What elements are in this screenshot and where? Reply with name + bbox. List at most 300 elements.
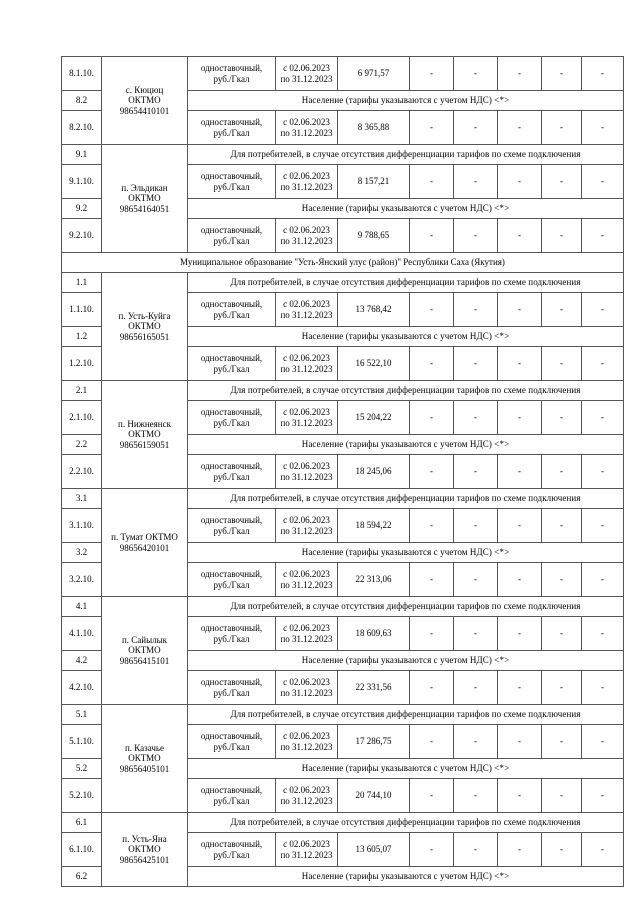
period-cell <box>276 563 338 597</box>
period-cell <box>276 401 338 435</box>
dash-mark: - <box>430 176 433 187</box>
empty-value-cell <box>454 671 498 705</box>
row-number-cell <box>62 165 102 199</box>
dash-mark: - <box>430 520 433 531</box>
dash-mark: - <box>474 520 477 531</box>
tariff-value-cell <box>338 219 410 253</box>
row-number: 3.1.10. <box>69 520 94 531</box>
row-number-cell <box>62 57 102 91</box>
row-number: 8.2 <box>75 95 88 106</box>
rate-type-cell <box>188 347 276 381</box>
consumers-note <box>188 145 624 165</box>
settlement-name: п. Усть-Куйга <box>118 310 171 321</box>
tariff-value: 18 594,22 <box>355 520 392 531</box>
period-end: по 31.12.2023 <box>280 579 333 590</box>
tariff-value: 20 744,10 <box>355 790 392 801</box>
population-note-text: Население (тарифы указываются с учетом НДС) <*> <box>301 203 510 214</box>
empty-value-cell <box>542 219 582 253</box>
row-number-cell <box>62 671 102 705</box>
population-note-text: Население (тарифы указываются с учетом НДС) <*> <box>301 331 510 342</box>
row-number: 5.1 <box>75 709 88 720</box>
dash-mark: - <box>518 304 521 315</box>
empty-value-cell <box>542 779 582 813</box>
consumers-note-text: Для потребителей, в случае отсутствия дифференциации тарифов по схеме подключения <box>230 277 581 288</box>
rate-type-cell <box>188 401 276 435</box>
dash-mark: - <box>518 574 521 585</box>
period-end: по 31.12.2023 <box>280 181 333 192</box>
period-start: с 02.06.2023 <box>283 515 330 526</box>
empty-value-cell <box>582 509 624 543</box>
period-start: с 02.06.2023 <box>283 569 330 580</box>
tariff-value: 8 157,21 <box>357 176 390 187</box>
dash-mark: - <box>430 412 433 423</box>
dash-mark: - <box>430 682 433 693</box>
empty-value-cell <box>582 671 624 705</box>
oktmo-label: ОКТМО <box>128 193 161 204</box>
period-end: по 31.12.2023 <box>280 471 333 482</box>
dash-mark: - <box>560 358 563 369</box>
rate-type-cell <box>188 671 276 705</box>
table-row <box>62 813 624 833</box>
settlement-name: п. Нижнеянск <box>118 418 171 429</box>
tariff-value-cell <box>338 563 410 597</box>
dash-mark: - <box>518 358 521 369</box>
empty-value-cell <box>582 57 624 91</box>
row-number: 3.1 <box>75 493 88 504</box>
dash-mark: - <box>560 466 563 477</box>
dash-mark: - <box>430 574 433 585</box>
settlement-cell <box>102 813 188 887</box>
table-row <box>62 381 624 401</box>
row-number: 9.2.10. <box>69 230 94 241</box>
dash-mark: - <box>601 682 604 693</box>
row-number: 1.1 <box>75 277 88 288</box>
rate-type-cell <box>188 455 276 489</box>
empty-value-cell <box>410 165 454 199</box>
period-cell <box>276 347 338 381</box>
tariff-value-cell <box>338 509 410 543</box>
rate-type: одноставочный, <box>200 785 263 796</box>
row-number-cell <box>62 91 102 111</box>
dash-mark: - <box>518 844 521 855</box>
dash-mark: - <box>560 176 563 187</box>
empty-value-cell <box>542 347 582 381</box>
dash-mark: - <box>474 304 477 315</box>
rate-type: одноставочный, <box>200 461 263 472</box>
row-number-cell <box>62 489 102 509</box>
rate-type: одноставочный, <box>200 225 263 236</box>
row-number-cell <box>62 199 102 219</box>
oktmo-label: ОКТМО <box>128 753 161 764</box>
consumers-note-text: Для потребителей, в случае отсутствия дифференциации тарифов по схеме подключения <box>230 149 581 160</box>
empty-value-cell <box>498 671 542 705</box>
consumers-note <box>188 381 624 401</box>
population-note <box>188 435 624 455</box>
population-note-text: Население (тарифы указываются с учетом НДС) <*> <box>301 763 510 774</box>
dash-mark: - <box>601 68 604 79</box>
period-start: с 02.06.2023 <box>283 225 330 236</box>
empty-value-cell <box>454 779 498 813</box>
tariff-value: 6 971,57 <box>357 68 390 79</box>
consumers-note <box>188 273 624 293</box>
empty-value-cell <box>410 725 454 759</box>
empty-value-cell <box>582 347 624 381</box>
rate-type-cell <box>188 111 276 145</box>
period-start: с 02.06.2023 <box>283 353 330 364</box>
dash-mark: - <box>601 466 604 477</box>
dash-mark: - <box>518 176 521 187</box>
row-number-cell <box>62 651 102 671</box>
dash-mark: - <box>474 358 477 369</box>
empty-value-cell <box>542 671 582 705</box>
dash-mark: - <box>518 790 521 801</box>
rate-unit: руб./Гкал <box>213 579 250 590</box>
empty-value-cell <box>498 401 542 435</box>
row-number: 2.2 <box>75 439 88 450</box>
empty-value-cell <box>454 111 498 145</box>
tariff-table <box>61 56 624 887</box>
empty-value-cell <box>582 833 624 867</box>
settlement-cell <box>102 145 188 253</box>
oktmo-code: 98656165051 <box>119 331 170 342</box>
dash-mark: - <box>518 68 521 79</box>
dash-mark: - <box>474 736 477 747</box>
row-number-cell <box>62 597 102 617</box>
population-note-text: Население (тарифы указываются с учетом НДС) <*> <box>301 547 510 558</box>
empty-value-cell <box>498 219 542 253</box>
empty-value-cell <box>582 563 624 597</box>
period-cell <box>276 111 338 145</box>
row-number: 5.1.10. <box>69 736 94 747</box>
population-note <box>188 91 624 111</box>
population-note-text: Население (тарифы указываются с учетом НДС) <*> <box>301 871 510 882</box>
empty-value-cell <box>498 165 542 199</box>
rate-type-cell <box>188 57 276 91</box>
population-note <box>188 327 624 347</box>
empty-value-cell <box>410 219 454 253</box>
period-end: по 31.12.2023 <box>280 849 333 860</box>
tariff-value: 18 609,63 <box>355 628 392 639</box>
period-cell <box>276 617 338 651</box>
dash-mark: - <box>474 122 477 133</box>
empty-value-cell <box>582 165 624 199</box>
empty-value-cell <box>454 401 498 435</box>
empty-value-cell <box>454 293 498 327</box>
rate-unit: руб./Гкал <box>213 235 250 246</box>
empty-value-cell <box>410 779 454 813</box>
table-row <box>62 489 624 509</box>
settlement-cell <box>102 57 188 145</box>
population-note <box>188 759 624 779</box>
row-number: 5.2 <box>75 763 88 774</box>
row-number: 3.2.10. <box>69 574 94 585</box>
row-number-cell <box>62 435 102 455</box>
period-end: по 31.12.2023 <box>280 417 333 428</box>
period-cell <box>276 293 338 327</box>
row-number: 1.1.10. <box>69 304 94 315</box>
settlement-name: п. Усть-Яна <box>122 833 167 844</box>
empty-value-cell <box>498 111 542 145</box>
empty-value-cell <box>542 509 582 543</box>
empty-value-cell <box>542 563 582 597</box>
row-number: 8.2.10. <box>69 122 94 133</box>
population-note-text: Население (тарифы указываются с учетом НДС) <*> <box>301 655 510 666</box>
period-start: с 02.06.2023 <box>283 407 330 418</box>
table-row <box>62 57 624 91</box>
row-number-cell <box>62 813 102 833</box>
table-row <box>62 145 624 165</box>
tariff-value: 13 605,07 <box>355 844 392 855</box>
period-start: с 02.06.2023 <box>283 171 330 182</box>
dash-mark: - <box>601 520 604 531</box>
empty-value-cell <box>498 725 542 759</box>
period-end: по 31.12.2023 <box>280 235 333 246</box>
empty-value-cell <box>454 509 498 543</box>
empty-value-cell <box>410 57 454 91</box>
oktmo-code: 98654410101 <box>119 105 170 116</box>
population-note <box>188 867 624 887</box>
oktmo-label: ОКТМО <box>128 844 161 855</box>
row-number: 9.1.10. <box>69 176 94 187</box>
settlement-name: п. Эльдикан <box>121 182 168 193</box>
row-number: 1.2 <box>75 331 88 342</box>
row-number: 9.1 <box>75 149 88 160</box>
tariff-value: 13 768,42 <box>355 304 392 315</box>
row-number-cell <box>62 347 102 381</box>
dash-mark: - <box>474 844 477 855</box>
rate-type: одноставочный, <box>200 299 263 310</box>
settlement-cell <box>102 597 188 705</box>
empty-value-cell <box>498 455 542 489</box>
rate-type: одноставочный, <box>200 117 263 128</box>
dash-mark: - <box>560 790 563 801</box>
empty-value-cell <box>498 347 542 381</box>
period-end: по 31.12.2023 <box>280 73 333 84</box>
period-cell <box>276 219 338 253</box>
rate-type-cell <box>188 509 276 543</box>
consumers-note-text: Для потребителей, в случае отсутствия дифференциации тарифов по схеме подключения <box>230 817 581 828</box>
dash-mark: - <box>518 122 521 133</box>
empty-value-cell <box>454 219 498 253</box>
consumers-note-text: Для потребителей, в случае отсутствия дифференциации тарифов по схеме подключения <box>230 493 581 504</box>
settlement-name: п. Казачье <box>124 742 164 753</box>
dash-mark: - <box>430 790 433 801</box>
empty-value-cell <box>410 401 454 435</box>
rate-unit: руб./Гкал <box>213 687 250 698</box>
dash-mark: - <box>601 790 604 801</box>
empty-value-cell <box>410 347 454 381</box>
dash-mark: - <box>518 682 521 693</box>
dash-mark: - <box>474 682 477 693</box>
empty-value-cell <box>498 833 542 867</box>
empty-value-cell <box>454 347 498 381</box>
dash-mark: - <box>474 230 477 241</box>
empty-value-cell <box>582 617 624 651</box>
dash-mark: - <box>601 844 604 855</box>
consumers-note <box>188 705 624 725</box>
dash-mark: - <box>474 412 477 423</box>
row-number-cell <box>62 705 102 725</box>
rate-type-cell <box>188 219 276 253</box>
period-cell <box>276 833 338 867</box>
empty-value-cell <box>454 617 498 651</box>
consumers-note-text: Для потребителей, в случае отсутствия дифференциации тарифов по схеме подключения <box>230 601 581 612</box>
period-cell <box>276 725 338 759</box>
dash-mark: - <box>474 466 477 477</box>
row-number: 2.1.10. <box>69 412 94 423</box>
rate-type: одноставочный, <box>200 569 263 580</box>
oktmo-code: 98656159051 <box>119 439 170 450</box>
row-number-cell <box>62 779 102 813</box>
empty-value-cell <box>542 57 582 91</box>
rate-type: одноставочный, <box>200 171 263 182</box>
oktmo-label: ОКТМО <box>128 95 161 106</box>
tariff-value-cell <box>338 725 410 759</box>
rate-type: одноставочный, <box>200 353 263 364</box>
tariff-value: 16 522,10 <box>355 358 392 369</box>
rate-unit: руб./Гкал <box>213 849 250 860</box>
tariff-value-cell <box>338 293 410 327</box>
dash-mark: - <box>474 628 477 639</box>
tariff-value-cell <box>338 57 410 91</box>
period-start: с 02.06.2023 <box>283 731 330 742</box>
table-row <box>62 597 624 617</box>
dash-mark: - <box>430 304 433 315</box>
dash-mark: - <box>560 574 563 585</box>
empty-value-cell <box>410 563 454 597</box>
row-number-cell <box>62 867 102 887</box>
settlement-name: с. Кюцюц <box>125 84 164 95</box>
period-end: по 31.12.2023 <box>280 363 333 374</box>
row-number: 6.1.10. <box>69 844 94 855</box>
municipality-header <box>62 253 624 273</box>
row-number: 1.2.10. <box>69 358 94 369</box>
rate-unit: руб./Гкал <box>213 417 250 428</box>
period-start: с 02.06.2023 <box>283 63 330 74</box>
empty-value-cell <box>542 455 582 489</box>
tariff-value-cell <box>338 455 410 489</box>
empty-value-cell <box>410 617 454 651</box>
row-number-cell <box>62 563 102 597</box>
period-start: с 02.06.2023 <box>283 623 330 634</box>
oktmo-code: 98656405101 <box>119 763 170 774</box>
row-number: 3.2 <box>75 547 88 558</box>
period-end: по 31.12.2023 <box>280 795 333 806</box>
row-number: 2.1 <box>75 385 88 396</box>
empty-value-cell <box>582 401 624 435</box>
dash-mark: - <box>560 682 563 693</box>
municipality-title: Муниципальное образование "Усть-Янский улус (район)" Республики Саха (Якутия) <box>180 257 505 268</box>
period-end: по 31.12.2023 <box>280 633 333 644</box>
oktmo-label: ОКТМО <box>128 321 161 332</box>
dash-mark: - <box>518 466 521 477</box>
tariff-value-cell <box>338 617 410 651</box>
municipality-header-row <box>62 253 624 273</box>
empty-value-cell <box>582 455 624 489</box>
row-number: 6.2 <box>75 871 88 882</box>
tariff-value: 15 204,22 <box>355 412 392 423</box>
row-number: 4.2 <box>75 655 88 666</box>
population-note-text: Население (тарифы указываются с учетом НДС) <*> <box>301 95 510 106</box>
period-start: с 02.06.2023 <box>283 839 330 850</box>
rate-type-cell <box>188 617 276 651</box>
empty-value-cell <box>582 725 624 759</box>
empty-value-cell <box>498 509 542 543</box>
dash-mark: - <box>601 736 604 747</box>
period-cell <box>276 455 338 489</box>
row-number: 4.1 <box>75 601 88 612</box>
dash-mark: - <box>474 68 477 79</box>
empty-value-cell <box>498 779 542 813</box>
tariff-value: 17 286,75 <box>355 736 392 747</box>
row-number-cell <box>62 219 102 253</box>
tariff-value: 18 245,06 <box>355 466 392 477</box>
dash-mark: - <box>518 412 521 423</box>
period-cell <box>276 509 338 543</box>
dash-mark: - <box>601 628 604 639</box>
rate-type: одноставочный, <box>200 677 263 688</box>
empty-value-cell <box>410 509 454 543</box>
tariff-value: 22 331,56 <box>355 682 392 693</box>
empty-value-cell <box>410 111 454 145</box>
tariff-value-cell <box>338 833 410 867</box>
rate-unit: руб./Гкал <box>213 309 250 320</box>
empty-value-cell <box>498 57 542 91</box>
rate-type: одноставочный, <box>200 63 263 74</box>
empty-value-cell <box>582 779 624 813</box>
row-number-cell <box>62 293 102 327</box>
dash-mark: - <box>430 68 433 79</box>
dash-mark: - <box>601 358 604 369</box>
tariff-table-body <box>62 57 624 887</box>
tariff-value-cell <box>338 401 410 435</box>
period-start: с 02.06.2023 <box>283 117 330 128</box>
rate-type: одноставочный, <box>200 515 263 526</box>
empty-value-cell <box>454 455 498 489</box>
row-number-cell <box>62 327 102 347</box>
row-number: 8.1.10. <box>69 68 94 79</box>
empty-value-cell <box>582 219 624 253</box>
oktmo-code: 98656420101 <box>119 542 170 553</box>
dash-mark: - <box>430 230 433 241</box>
row-number: 4.1.10. <box>69 628 94 639</box>
empty-value-cell <box>454 833 498 867</box>
empty-value-cell <box>410 293 454 327</box>
period-start: с 02.06.2023 <box>283 677 330 688</box>
rate-type: одноставочный, <box>200 839 263 850</box>
rate-type-cell <box>188 293 276 327</box>
row-number-cell <box>62 381 102 401</box>
empty-value-cell <box>542 293 582 327</box>
dash-mark: - <box>474 574 477 585</box>
dash-mark: - <box>560 230 563 241</box>
rate-type-cell <box>188 725 276 759</box>
dash-mark: - <box>560 68 563 79</box>
tariff-value-cell <box>338 347 410 381</box>
dash-mark: - <box>560 520 563 531</box>
row-number-cell <box>62 509 102 543</box>
dash-mark: - <box>601 176 604 187</box>
settlement-cell <box>102 489 188 597</box>
empty-value-cell <box>454 57 498 91</box>
rate-unit: руб./Гкал <box>213 73 250 84</box>
empty-value-cell <box>542 617 582 651</box>
rate-type-cell <box>188 165 276 199</box>
dash-mark: - <box>518 736 521 747</box>
row-number: 2.2.10. <box>69 466 94 477</box>
tariff-value-cell <box>338 671 410 705</box>
dash-mark: - <box>430 358 433 369</box>
